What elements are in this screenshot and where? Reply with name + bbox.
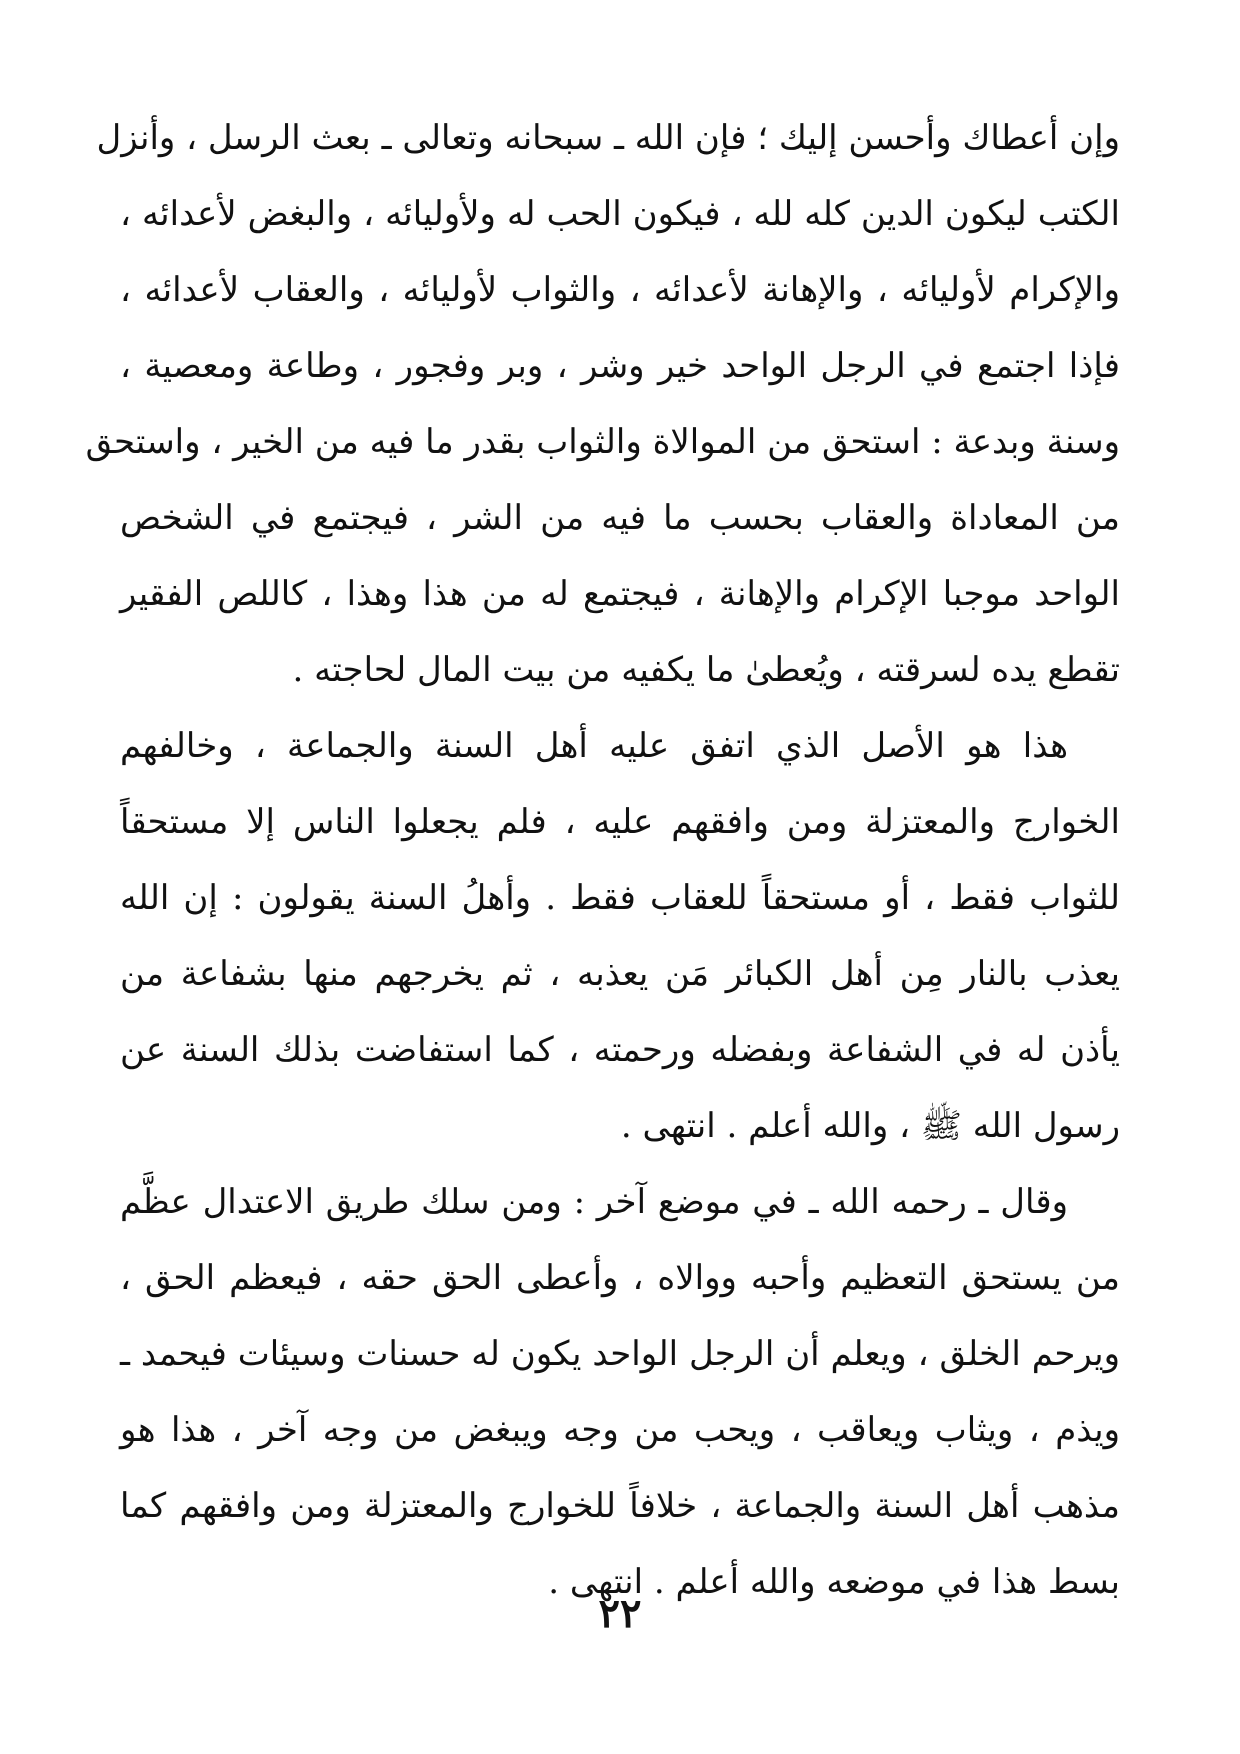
text-line: من يستحق التعظيم وأحبه ووالاه ، وأعطى الحق حقه ، فيعظم الحق ، bbox=[120, 1258, 1120, 1298]
text-line: وسنة وبدعة : استحق من الموالاة والثواب بقدر ما فيه من الخير ، واستحق bbox=[85, 422, 1120, 462]
paragraph-2 bbox=[120, 708, 1120, 1164]
text-line: بسط هذا في موضعه والله أعلم . انتهى . bbox=[548, 1562, 1120, 1602]
text-line: ويرحم الخلق ، ويعلم أن الرجل الواحد يكون له حسنات وسيئات فيحمد ـ bbox=[120, 1334, 1120, 1374]
text-line: تقطع يده لسرقته ، ويُعطىٰ ما يكفيه من بيت المال لحاجته . bbox=[292, 650, 1120, 690]
text-line: يأذن له في الشفاعة وبفضله ورحمته ، كما استفاضت بذلك السنة عن bbox=[120, 1030, 1120, 1070]
text-line: هذا هو الأصل الذي اتفق عليه أهل السنة والجماعة ، وخالفهم bbox=[120, 726, 1068, 766]
text-line: ويذم ، ويثاب ويعاقب ، ويحب من وجه ويبغض من وجه آخر ، هذا هو bbox=[120, 1410, 1120, 1450]
text-line: للثواب فقط ، أو مستحقاً للعقاب فقط . وأهلُ السنة يقولون : إن الله bbox=[120, 878, 1120, 918]
text-line: مذهب أهل السنة والجماعة ، خلافاً للخوارج والمعتزلة ومن وافقهم كما bbox=[120, 1486, 1120, 1526]
text-line: يعذب بالنار مِن أهل الكبائر مَن يعذبه ، ثم يخرجهم منها بشفاعة من bbox=[120, 954, 1120, 994]
text-line: فإذا اجتمع في الرجل الواحد خير وشر ، وبر وفجور ، وطاعة ومعصية ، bbox=[120, 346, 1120, 386]
body-text bbox=[85, 100, 1120, 1620]
text-line: وقال ـ رحمه الله ـ في موضع آخر : ومن سلك طريق الاعتدال عظَّم bbox=[120, 1182, 1068, 1222]
text-line: والإكرام لأوليائه ، والإهانة لأعدائه ، والثواب لأوليائه ، والعقاب لأعدائه ، bbox=[120, 270, 1120, 310]
text-line: الخوارج والمعتزلة ومن وافقهم عليه ، فلم يجعلوا الناس إلا مستحقاً bbox=[120, 802, 1120, 842]
paragraph-3 bbox=[120, 1164, 1120, 1620]
text-line: رسول الله ﷺ ، والله أعلم . انتهى . bbox=[620, 1106, 1120, 1146]
text-line: من المعاداة والعقاب بحسب ما فيه من الشر ، فيجتمع في الشخص bbox=[120, 498, 1120, 538]
text-line: وإن أعطاك وأحسن إليك ؛ فإن الله ـ سبحانه وتعالى ـ بعث الرسل ، وأنزل bbox=[96, 118, 1120, 158]
page-number: ٢٢ bbox=[598, 1590, 642, 1637]
text-line: الواحد موجبا الإكرام والإهانة ، فيجتمع له من هذا وهذا ، كاللص الفقير bbox=[120, 574, 1120, 614]
paragraph-1 bbox=[85, 100, 1120, 708]
text-line: الكتب ليكون الدين كله لله ، فيكون الحب له ولأوليائه ، والبغض لأعدائه ، bbox=[120, 194, 1120, 234]
